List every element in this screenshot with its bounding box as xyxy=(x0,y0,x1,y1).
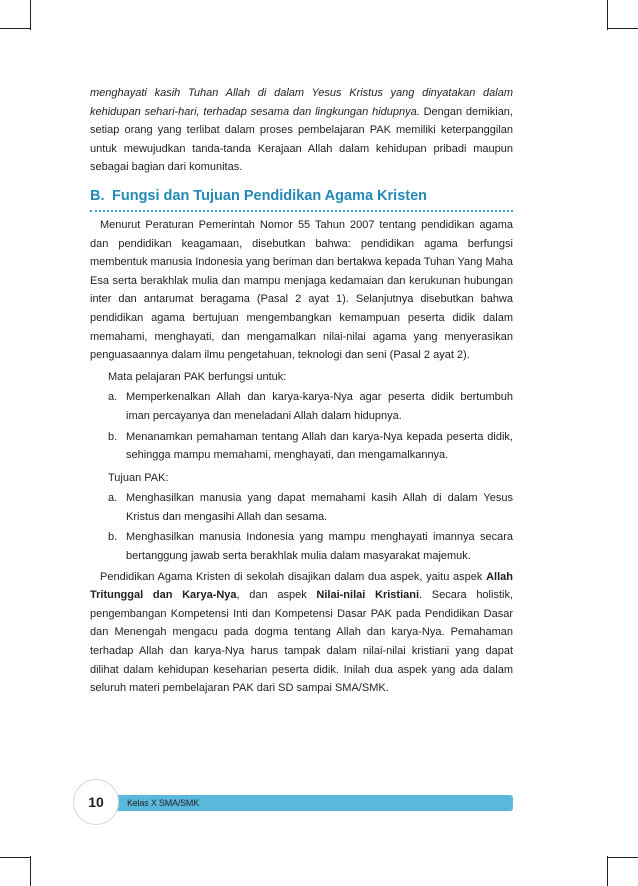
footer-label: Kelas X SMA/SMK xyxy=(127,798,200,808)
list-item-text: Menanamkan pemahaman tentang Allah dan karya-Nya kepada peserta didik, sehingga mampu memahami, menghayati, dan mengamalkannya. xyxy=(126,430,513,462)
tujuan-list xyxy=(90,489,513,565)
section-heading xyxy=(90,185,513,212)
list-marker: a. xyxy=(108,391,118,404)
paragraph-regulation: Menurut Peraturan Pemerintah Nomor 55 Tahun 2007 tentang pendidikan agama dan pendidikan keagamaan, disebutkan bahwa: pendidikan agama berfungsi membentuk manusia Indonesia yang beriman dan bertakwa kepada Tuhan Yang Maha Esa serta berakhlak mulia dan mampu menjaga kedamaian dan kerukunan hubungan inter dan antarumat beragama (Pasal 2 ayat 1). Selanjutnya disebutkan bahwa pendidikan agama bertujuan mengembangkan kemampuan peserta didik dalam memahami, menghayati, dan mengamalkan nilai-nilai agama yang menyerasikan penguasaannya dalam ilmu pengetahuan, teknologi dan seni (Pasal 2 ayat 2). xyxy=(90,218,513,362)
list-item-text: Menghasilkan manusia Indonesia yang mampu menghayati imannya secara bertanggung jawab serta berakhlak mulia dalam masyarakat majemuk. xyxy=(126,531,513,563)
crop-mark xyxy=(30,856,31,886)
list-marker: b. xyxy=(108,531,118,544)
crop-mark xyxy=(0,857,30,858)
list-item xyxy=(90,489,513,526)
list-item xyxy=(90,528,513,565)
text-run: . Secara holistik, pengembangan Kompetensi Inti dan Kompetensi Dasar PAK pada Pendidikan Dasar dan Menengah mengacu pada dogma tentang Allah dan karya-Nya. Pemahaman terhadap Allah dan karya-Nya harus tampak dalam nilai-nilai kristiani yang dapat dilihat dalam kehidupan keseharian peserta didik. Inilah dua aspek yang ada dalam seluruh materi pembelajaran PAK dari SD sampai SMA/SMK. xyxy=(90,589,513,695)
aspect-allah: Allah Tritunggal dan Karya-Nya xyxy=(90,570,513,602)
list-item-text: Menghasilkan manusia yang dapat memahami kasih Allah di dalam Yesus Kristus dan mengasihi Allah dan sesama. xyxy=(126,492,513,523)
section-title: Fungsi dan Tujuan Pendidikan Agama Kristen xyxy=(112,187,428,204)
list-marker: b. xyxy=(108,430,118,443)
intro-text: Dengan demikian, setiap orang yang terlibat dalam proses pembelajaran PAK memiliki keterpanggilan untuk mewujudkan tanda-tanda Kerajaan Allah dalam kehidupan pribadi maupun sebagai bagian dari komunitas. xyxy=(90,105,513,174)
fungsi-list xyxy=(90,388,513,464)
intro-paragraph xyxy=(90,84,513,177)
section-letter: B. xyxy=(90,187,105,204)
crop-mark xyxy=(608,857,638,858)
tujuan-heading: Tujuan PAK: xyxy=(108,471,169,484)
list-item xyxy=(90,388,513,425)
aspect-nilai: Nilai-nilai Kristiani xyxy=(316,589,420,602)
intro-italic-text: menghayati kasih Tuhan Allah di dalam Yesus Kristus yang dinyatakan dalam kehidupan sehari-hari, terhadap sesama dan lingkungan hidupnya. xyxy=(90,87,513,118)
text-run: , dan aspek xyxy=(236,589,317,602)
list-marker: a. xyxy=(108,492,118,505)
page-body xyxy=(90,84,513,698)
list-item-text: Memperkenalkan Allah dan karya-karya-Nya agar peserta didik bertumbuh iman percayanya dan meneladani Allah dalam hidupnya. xyxy=(126,391,513,422)
fungsi-heading: Mata pelajaran PAK berfungsi untuk: xyxy=(108,370,287,383)
text-run: Pendidikan Agama Kristen di sekolah disajikan dalam dua aspek, yaitu aspek xyxy=(100,570,487,583)
crop-mark xyxy=(607,0,608,30)
crop-mark xyxy=(0,28,30,29)
list-item xyxy=(90,428,513,465)
paragraph-aspects xyxy=(90,568,513,698)
crop-mark xyxy=(30,0,31,30)
page-number: 10 xyxy=(73,779,119,825)
crop-mark xyxy=(607,856,608,886)
crop-mark xyxy=(608,28,638,29)
